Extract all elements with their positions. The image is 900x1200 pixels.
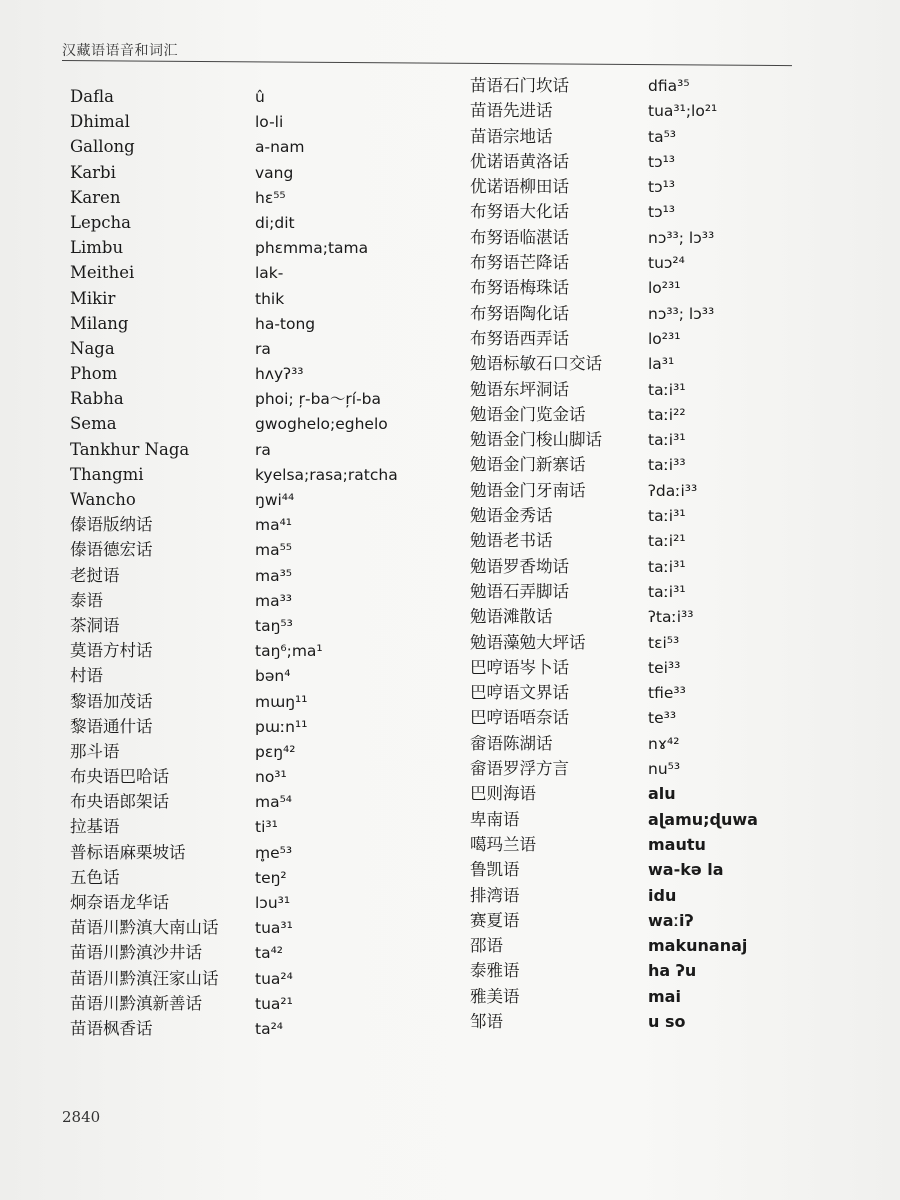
word-form: mautu	[648, 834, 706, 854]
word-form: taːi³¹	[648, 507, 686, 526]
word-form: nɔ³³; lɔ³³	[648, 228, 715, 247]
entry-row	[470, 705, 800, 730]
language-name: 布央语巴哈话	[70, 767, 169, 787]
word-form: ma³³	[255, 591, 293, 610]
entry-row	[70, 789, 450, 814]
entry-row	[470, 174, 800, 199]
language-name: 邵语	[470, 936, 503, 956]
entry-row	[470, 377, 800, 402]
language-name: 巴哼语文界话	[470, 683, 569, 703]
word-form: hɛ⁵⁵	[255, 188, 286, 207]
word-form: m̥e⁵³	[255, 843, 293, 862]
language-name: Limbu	[70, 238, 124, 258]
language-name: 布努语西弄话	[470, 328, 569, 348]
entry-row	[70, 714, 450, 739]
word-form: ma⁵⁴	[255, 793, 293, 812]
language-name: Lepcha	[70, 212, 131, 232]
entry-row	[70, 336, 450, 361]
language-name: 布努语陶化话	[470, 303, 569, 323]
entry-row	[470, 958, 800, 983]
entry-row	[70, 512, 450, 537]
word-form: ʔtaːi³³	[648, 608, 694, 627]
language-name: 卑南语	[470, 809, 520, 829]
language-name: 勉语金秀话	[470, 506, 553, 526]
language-name: 泰语	[70, 590, 103, 610]
language-name: Mikir	[70, 288, 116, 308]
entry-row	[470, 554, 800, 579]
entry-row	[470, 781, 800, 806]
word-form: tuɔ²⁴	[648, 254, 685, 273]
language-name: Sema	[70, 414, 117, 434]
word-form: tei³³	[648, 658, 681, 677]
language-name: 优诺语柳田话	[470, 177, 569, 197]
entry-row	[70, 940, 450, 965]
word-form: lo²³¹	[648, 279, 681, 298]
entry-row	[470, 984, 800, 1009]
entry-row	[470, 579, 800, 604]
language-name: 鲁凯语	[470, 860, 520, 880]
word-form: ha-tong	[255, 314, 316, 333]
entry-row	[470, 503, 800, 528]
language-name: 五色话	[70, 867, 120, 887]
language-name: 苗语川黔滇新善话	[70, 993, 202, 1013]
entry-row	[470, 402, 800, 427]
word-form: te³³	[648, 709, 677, 728]
language-name: 布努语临湛话	[470, 227, 569, 247]
language-name: 布央语郎架话	[70, 792, 169, 812]
word-form: idu	[648, 885, 677, 905]
language-name: 苗语枫香话	[70, 1018, 153, 1038]
word-form: nu⁵³	[648, 760, 681, 779]
language-name: Phom	[70, 364, 118, 384]
language-name: 茶洞语	[70, 615, 120, 635]
language-name: 勉语标敏石口交话	[470, 354, 602, 374]
entry-row	[470, 908, 800, 933]
entry-row	[470, 807, 800, 832]
entry-row	[70, 991, 450, 1016]
word-form: tɔ¹³	[648, 203, 676, 222]
entry-row	[470, 731, 800, 756]
language-name: 巴哼语岑卜话	[470, 657, 569, 677]
entry-row	[470, 250, 800, 275]
word-form: phɛmma;tama	[255, 239, 369, 258]
word-form: alu	[648, 784, 676, 804]
language-name: 黎语通什话	[70, 716, 153, 736]
word-form: taŋ⁵³	[255, 616, 293, 635]
language-name: 傣语德宏话	[70, 540, 153, 560]
language-name: 雅美语	[470, 986, 520, 1006]
word-form: hʌyʔ³³	[255, 365, 304, 384]
word-form: ŋwi⁴⁴	[255, 491, 295, 509]
word-form: tua²⁴	[255, 969, 293, 988]
entry-row	[470, 655, 800, 680]
language-name: 勉语金门览金话	[470, 404, 586, 424]
word-form: teŋ²	[255, 868, 287, 887]
entry-row	[70, 411, 450, 436]
word-form: ma³⁵	[255, 566, 293, 585]
word-form: wa-kə la	[648, 860, 724, 880]
entry-row	[70, 160, 450, 185]
language-name: 傣语版纳话	[70, 515, 153, 535]
language-name: 那斗语	[70, 741, 120, 761]
language-name: 莫语方村话	[70, 641, 153, 661]
entry-row	[70, 840, 450, 865]
left-column	[70, 84, 450, 1041]
entry-row	[470, 478, 800, 503]
language-name: 勉语石弄脚话	[470, 581, 569, 601]
entry-row	[470, 98, 800, 123]
word-form: lak-	[255, 264, 284, 283]
entry-row	[470, 351, 800, 376]
word-form: ra	[255, 440, 271, 459]
entry-row	[470, 199, 800, 224]
word-form: nɤ⁴²	[648, 734, 680, 753]
word-form: lo-li	[255, 113, 284, 132]
word-form: lo²³¹	[648, 329, 681, 348]
entry-row	[470, 225, 800, 250]
word-form: ha ʔu	[648, 961, 697, 981]
language-name: 勉语罗香坳话	[470, 556, 569, 576]
entry-row	[70, 563, 450, 588]
word-form: ta⁴²	[255, 944, 284, 963]
entry-row	[470, 933, 800, 958]
language-name: Dhimal	[70, 112, 130, 132]
language-name: 拉基语	[70, 817, 120, 837]
language-name: 邹语	[470, 1011, 503, 1031]
language-name: 布努语梅珠话	[470, 278, 569, 298]
language-name: 炯奈语龙华话	[70, 893, 169, 912]
entry-row	[470, 1009, 800, 1034]
language-name: Karbi	[70, 162, 116, 182]
entry-row	[70, 764, 450, 789]
word-form: tɛi⁵³	[648, 633, 680, 652]
language-name: 布努语大化话	[470, 202, 569, 222]
word-form: pɯːn¹¹	[255, 717, 308, 736]
word-form: a-nam	[255, 138, 305, 157]
entry-row	[470, 528, 800, 553]
entry-row	[470, 883, 800, 908]
entry-row	[470, 73, 800, 98]
language-name: 巴则海语	[470, 784, 536, 804]
entry-row	[70, 814, 450, 839]
word-form: nɔ³³; lɔ³³	[648, 304, 715, 323]
language-name: 黎语加茂话	[70, 691, 153, 711]
entry-row	[470, 326, 800, 351]
entry-row	[470, 756, 800, 781]
word-form: phoi; ŗ-ba～ŗí-ba	[255, 390, 382, 409]
language-name: 苗语川黔滇汪家山话	[70, 968, 219, 988]
entry-row	[70, 689, 450, 714]
entry-row	[470, 452, 800, 477]
entry-row	[70, 638, 450, 663]
word-form: taːi³¹	[648, 557, 686, 576]
running-head: 汉藏语语音和词汇	[62, 43, 178, 59]
word-form: ti³¹	[255, 818, 278, 837]
word-form: mai	[648, 986, 681, 1006]
language-name: Wancho	[70, 490, 136, 509]
language-name: Rabha	[70, 389, 124, 409]
language-name: 苗语宗地话	[470, 126, 553, 146]
entry-row	[70, 588, 450, 613]
entry-row	[470, 124, 800, 149]
language-name: 畲语陈湖话	[470, 733, 553, 753]
word-form: ra	[255, 339, 271, 358]
header-rule	[62, 60, 792, 66]
word-form: la³¹	[648, 355, 675, 374]
language-name: Tankhur Naga	[70, 439, 190, 459]
word-form: tfie³³	[648, 684, 686, 703]
word-form: tɔ¹³	[648, 152, 676, 171]
word-form: kyelsa;rasa;ratcha	[255, 465, 398, 484]
language-name: 勉语老书话	[470, 531, 553, 551]
word-form: taːi³¹	[648, 431, 686, 450]
entry-row	[70, 890, 450, 915]
language-name: 勉语藻勉大坪话	[470, 632, 586, 652]
word-form: ʔdaːi³³	[648, 481, 698, 500]
entry-row	[70, 235, 450, 260]
entry-row	[70, 537, 450, 562]
word-form: makunanaj	[648, 936, 748, 956]
entry-row	[470, 427, 800, 452]
entry-row	[470, 857, 800, 882]
entry-row	[470, 301, 800, 326]
language-name: Karen	[70, 187, 121, 207]
word-form: tua³¹	[255, 919, 293, 938]
entry-row	[70, 84, 450, 109]
entry-row	[70, 1016, 450, 1041]
entry-row	[70, 260, 450, 285]
language-name: 优诺语黄洛话	[470, 151, 569, 171]
entry-row	[70, 286, 450, 311]
word-form: ta²⁴	[255, 1019, 284, 1038]
word-form: ma⁵⁵	[255, 541, 293, 560]
entry-row	[70, 210, 450, 235]
word-form: taːi³¹	[648, 582, 686, 601]
language-name: 老挝语	[70, 565, 120, 585]
entry-row	[70, 865, 450, 890]
language-name: 苗语石门坎话	[470, 76, 569, 95]
word-form: taŋ⁶;ma¹	[255, 642, 323, 661]
word-form: tua³¹;lo²¹	[648, 102, 718, 121]
entry-row	[70, 109, 450, 134]
language-name: 普标语麻栗坡话	[70, 842, 186, 862]
language-name: 赛夏语	[470, 910, 520, 930]
word-form: taːi²¹	[648, 532, 686, 551]
word-form: waːiʔ	[648, 910, 694, 930]
entry-row	[470, 680, 800, 705]
language-name: 苗语先进话	[470, 101, 553, 121]
entry-row	[470, 604, 800, 629]
entry-row	[70, 915, 450, 940]
language-name: 畲语罗浮方言	[470, 759, 569, 779]
language-name: 苗语川黔滇大南山话	[70, 918, 219, 938]
word-form: bən⁴	[255, 667, 291, 686]
language-name: 勉语滩散话	[470, 607, 553, 627]
entry-row	[470, 275, 800, 300]
entry-row	[70, 663, 450, 688]
word-form: aɭamu;ɖuwa	[648, 809, 758, 829]
language-name: Naga	[70, 338, 115, 358]
word-form: taːi³¹	[648, 380, 686, 399]
word-form: di;dit	[255, 213, 295, 232]
entry-row	[70, 966, 450, 991]
word-form: ma⁴¹	[255, 516, 293, 535]
language-name: 勉语金门新寨话	[470, 455, 586, 475]
entry-row	[70, 739, 450, 764]
entry-row	[70, 311, 450, 336]
entry-row	[470, 832, 800, 857]
language-name: 泰雅语	[470, 961, 520, 981]
entry-row	[70, 613, 450, 638]
word-form: pɛŋ⁴²	[255, 742, 296, 761]
language-name: Meithei	[70, 263, 135, 283]
word-form: taːi³³	[648, 456, 686, 475]
language-name: 村语	[70, 666, 103, 686]
word-form: dfia³⁵	[648, 77, 690, 95]
word-form: û	[255, 88, 265, 106]
word-form: tua²¹	[255, 994, 293, 1013]
page-number: 2840	[62, 1108, 101, 1126]
word-form: gwoghelo;eghelo	[255, 415, 388, 434]
language-name: 布努语芒降话	[470, 253, 569, 273]
word-form: taːi²²	[648, 405, 686, 424]
entry-row	[70, 462, 450, 487]
entry-row	[70, 437, 450, 462]
word-form: tɔ¹³	[648, 178, 676, 197]
entry-row	[470, 630, 800, 655]
word-form: u so	[648, 1011, 686, 1031]
word-form: thik	[255, 289, 285, 308]
word-form: no³¹	[255, 768, 287, 787]
entry-row	[470, 149, 800, 174]
right-column	[470, 73, 800, 1034]
language-name: 排湾语	[470, 885, 520, 905]
word-form: lɔu³¹	[255, 894, 291, 912]
word-form: ta⁵³	[648, 127, 677, 146]
language-name: Thangmi	[70, 464, 144, 484]
language-name: 勉语金门牙南话	[470, 480, 586, 500]
entry-row	[70, 386, 450, 411]
language-name: Dafla	[70, 87, 114, 106]
language-name: 苗语川黔滇沙井话	[70, 943, 202, 963]
language-name: 勉语金门梭山脚话	[470, 430, 602, 450]
language-name: 勉语东坪洞话	[470, 379, 569, 399]
language-name: Gallong	[70, 137, 135, 157]
language-name: 噶玛兰语	[470, 834, 536, 854]
entry-row	[70, 134, 450, 159]
entry-row	[70, 185, 450, 210]
entry-row	[70, 361, 450, 386]
word-form: vang	[255, 163, 294, 182]
language-name: 巴哼语唔奈话	[470, 708, 569, 728]
entry-row	[70, 487, 450, 512]
word-form: mɯŋ¹¹	[255, 692, 308, 711]
language-name: Milang	[70, 313, 129, 333]
